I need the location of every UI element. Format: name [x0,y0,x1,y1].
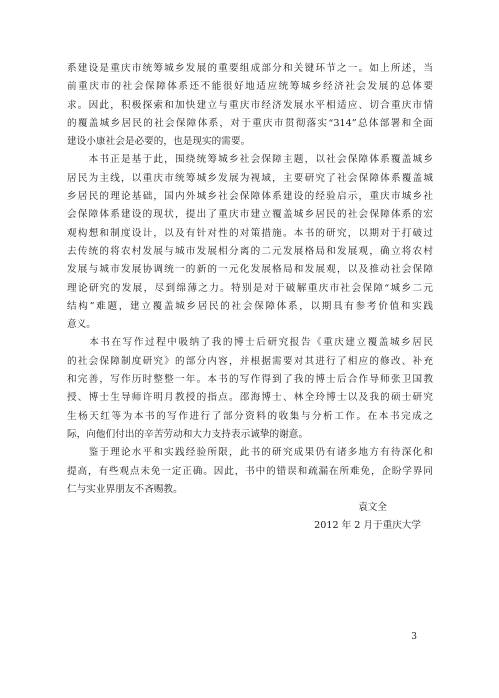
text-line: 授、博士生导师许明月教授的指点。邵海博士、林全玲博士以及我的硕士研究 [67,392,433,404]
text-line: 发展与城市发展协调统一的新的一元化发展格局和发展观，以及推动社会保障 [67,264,433,276]
text-line: 的社会保障制度研究》的部分内容，并根据需要对其进行了相应的修改、补充 [67,355,433,367]
page-number: 3 [411,632,417,642]
text-line: 和完善，写作历时整整一年。本书的写作得到了我的博士后合作导师张卫国教 [67,374,433,386]
text-line: 鉴于理论水平和实践经验所限，此书的研究成果仍有诸多地方有待深化和 [67,447,433,459]
text-line: 会保障体系建设的现状，提出了重庆市建立覆盖城乡居民的社会保障体系的宏 [67,209,433,221]
text-line: 际，向他们付出的辛苦劳动和大力支持表示诚挚的谢意。 [67,428,309,440]
signature-block [314,499,421,535]
text-line: 提高，有些观点未免一定正确。因此，书中的错误和疏漏在所难免，企盼学界同 [67,465,433,477]
text-line: 建设小康社会是必要的，也是现实的需要。 [67,136,251,148]
text-line: 的覆盖城乡居民的社会保障体系，对于重庆市贯彻落实“314”总体部署和全面 [67,117,433,129]
text-line: 乡居民的理论基础，国内外城乡社会保障体系建设的经验启示，重庆市城乡社 [67,191,433,203]
text-line: 本书在写作过程中吸纳了我的博士后研究报告《重庆建立覆盖城乡居民 [67,337,433,349]
text-line: 意义。 [67,319,96,331]
preface-body [67,60,433,499]
text-line: 本书正是基于此，围绕统筹城乡社会保障主题，以社会保障体系覆盖城乡 [67,154,433,166]
text-line: 结构”难题，建立覆盖城乡居民的社会保障体系，以期具有参考价值和实践 [67,300,433,312]
author-name: 袁文全 [358,502,387,513]
text-line: 居民为主线，以重庆市统筹城乡发展为视域，主要研究了社会保障体系覆盖城 [67,172,433,184]
text-line: 求。因此，积极探索和加快建立与重庆市经济发展水平相适应、切合重庆市情 [67,99,433,111]
text-line: 理论研究的发展，尽到绵薄之力。特别是对于破解重庆市社会保障“城乡二元 [67,282,433,294]
signature-date: 2012 年 2 月于重庆大学 [314,520,421,531]
text-line: 观构想和制度设计，以及有针对性的对策措施。本书的研究，以期对于打破过 [67,227,433,239]
text-line: 前重庆市的社会保障体系还不能很好地适应统筹城乡经济社会发展的总体要 [67,81,433,93]
text-line: 去传统的将农村发展与城市发展相分离的二元发展格局和发展观，确立将农村 [67,245,433,257]
text-line: 系建设是重庆市统筹城乡发展的重要组成部分和关键环节之一。如上所述，当 [67,63,433,74]
text-line: 生杨天红等为本书的写作进行了部分资料的收集与分析工作。在本书完成之 [67,410,433,422]
text-line: 仁与实业界朋友不吝赐教。 [67,483,183,495]
